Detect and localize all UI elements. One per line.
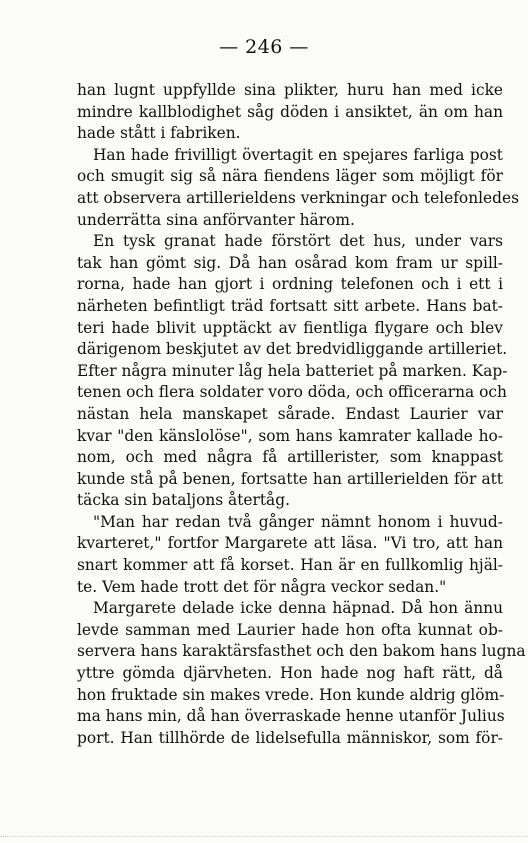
text-line: mindre kallblodighet såg döden i ansiktet, än om han — [77, 102, 503, 121]
text-line: täcka sin bataljons återtåg. — [77, 491, 290, 510]
text-line: kvar "den känslolöse", som hans kamrater kallade ho- — [77, 426, 503, 445]
text-line: rorna, hade han gjort i ordning telefonen och i ett i — [77, 275, 503, 294]
text-line: kvarteret," fortfor Margarete att läsa. "Vi tro, att han — [77, 534, 503, 553]
text-line: han lugnt uppfyllde sina plikter, huru han med icke — [77, 81, 503, 99]
text-line: yttre gömda djärvheten. Hon hade nog haft rätt, då — [77, 664, 503, 683]
text-line: "Man har redan två gånger nämnt honom i huvud- — [93, 512, 503, 531]
text-line: att observera artillerieldens verkningar och telefonledes — [77, 188, 519, 207]
text-line: underrätta sina anförvanter härom. — [77, 210, 355, 229]
text-line: kunde stå på benen, fortsatte han artillerielden för att — [77, 469, 503, 488]
text-line: levde samman med Laurier hade hon ofta kunnat ob- — [77, 620, 503, 639]
text-line: teri hade blivit upptäckt av fientliga flygare och blev — [77, 318, 503, 337]
text-line: Efter några minuter låg hela batteriet på marken. Kap- — [77, 361, 508, 380]
text-line: Margarete delade icke denna häpnad. Då hon ännu — [93, 599, 503, 618]
text-line: Han hade frivilligt övertagit en spejares farliga post — [93, 145, 503, 164]
text-line: tenen och flera soldater voro döda, och officerarna och — [77, 383, 507, 402]
text-line: nom, och med några få artillerister, som knappast — [77, 448, 503, 467]
text-line: port. Han tillhörde de lidelsefulla människor, som för- — [77, 728, 503, 747]
page-edge-rule — [0, 836, 528, 837]
page-number: — 246 — — [219, 36, 309, 58]
text-line: därigenom beskjutet av det bredvidliggande artilleriet. — [77, 340, 508, 359]
text-line: snart kommer att få korset. Han är en fullkomlig hjäl- — [77, 556, 503, 575]
text-line: närheten befintligt träd fortsatt sitt arbete. Hans bat- — [77, 296, 503, 315]
text-line: te. Vem hade trott det för några veckor sedan." — [77, 577, 447, 596]
text-line: och smugit sig så nära fiendens läger som möjligt för — [77, 167, 503, 186]
text-line: ma hans min, då han överraskade henne utanför Julius — [77, 707, 505, 726]
body-text — [77, 80, 526, 749]
text-line: servera hans karaktärsfasthet och den bakom hans lugna — [77, 642, 526, 661]
text-line: hade stått i fabriken. — [77, 124, 241, 143]
text-line: tak han gömt sig. Då han osårad kom fram ur spill- — [77, 253, 503, 272]
text-line: nästan hela manskapet sårade. Endast Laurier var — [77, 404, 503, 423]
text-line: hon fruktade sin makes vrede. Hon kunde aldrig glöm- — [77, 685, 505, 704]
text-line: En tysk granat hade förstört det hus, under vars — [93, 232, 503, 251]
